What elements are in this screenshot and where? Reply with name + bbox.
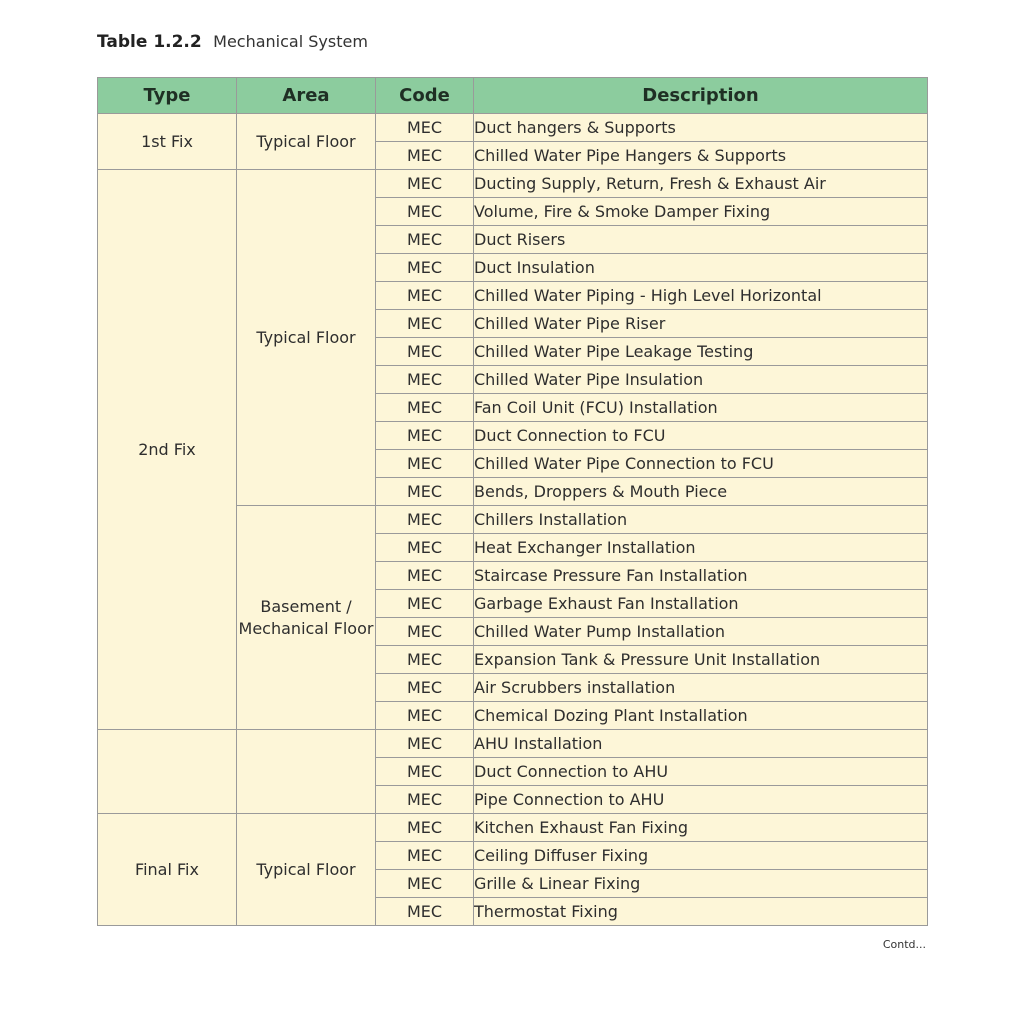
description-cell: Ducting Supply, Return, Fresh & Exhaust Air xyxy=(474,170,928,198)
code-cell: MEC xyxy=(376,618,474,646)
code-cell: MEC xyxy=(376,506,474,534)
code-cell: MEC xyxy=(376,282,474,310)
table-body xyxy=(98,114,928,926)
table-row xyxy=(98,814,928,842)
description-cell: Chemical Dozing Plant Installation xyxy=(474,702,928,730)
description-cell: Fan Coil Unit (FCU) Installation xyxy=(474,394,928,422)
mechanical-system-table xyxy=(97,77,928,926)
description-cell: Chillers Installation xyxy=(474,506,928,534)
description-cell: Pipe Connection to AHU xyxy=(474,786,928,814)
type-cell: 2nd Fix xyxy=(98,170,237,730)
description-cell: Duct Connection to AHU xyxy=(474,758,928,786)
header-code: Code xyxy=(376,78,474,114)
description-cell: Duct Risers xyxy=(474,226,928,254)
table-row xyxy=(98,114,928,142)
description-cell: Thermostat Fixing xyxy=(474,898,928,926)
code-cell: MEC xyxy=(376,730,474,758)
code-cell: MEC xyxy=(376,870,474,898)
code-cell: MEC xyxy=(376,674,474,702)
code-cell: MEC xyxy=(376,646,474,674)
code-cell: MEC xyxy=(376,254,474,282)
code-cell: MEC xyxy=(376,394,474,422)
code-cell: MEC xyxy=(376,198,474,226)
code-cell: MEC xyxy=(376,898,474,926)
header-description: Description xyxy=(474,78,928,114)
code-cell: MEC xyxy=(376,842,474,870)
description-cell: Expansion Tank & Pressure Unit Installation xyxy=(474,646,928,674)
description-cell: Duct Connection to FCU xyxy=(474,422,928,450)
header-type: Type xyxy=(98,78,237,114)
description-cell: Chilled Water Pipe Insulation xyxy=(474,366,928,394)
code-cell: MEC xyxy=(376,366,474,394)
code-cell: MEC xyxy=(376,142,474,170)
type-cell: 1st Fix xyxy=(98,114,237,170)
description-cell: Garbage Exhaust Fan Installation xyxy=(474,590,928,618)
code-cell: MEC xyxy=(376,338,474,366)
description-cell: Duct Insulation xyxy=(474,254,928,282)
description-cell: Heat Exchanger Installation xyxy=(474,534,928,562)
code-cell: MEC xyxy=(376,562,474,590)
area-cell xyxy=(237,730,376,814)
code-cell: MEC xyxy=(376,702,474,730)
table-title: Mechanical System xyxy=(213,32,368,51)
code-cell: MEC xyxy=(376,758,474,786)
type-cell: Final Fix xyxy=(98,814,237,926)
description-cell: AHU Installation xyxy=(474,730,928,758)
description-cell: Ceiling Diffuser Fixing xyxy=(474,842,928,870)
table-row xyxy=(98,730,928,758)
code-cell: MEC xyxy=(376,226,474,254)
description-cell: Staircase Pressure Fan Installation xyxy=(474,562,928,590)
description-cell: Grille & Linear Fixing xyxy=(474,870,928,898)
type-cell xyxy=(98,730,237,814)
code-cell: MEC xyxy=(376,310,474,338)
description-cell: Chilled Water Pipe Riser xyxy=(474,310,928,338)
area-cell: Typical Floor xyxy=(237,170,376,506)
code-cell: MEC xyxy=(376,478,474,506)
area-cell: Typical Floor xyxy=(237,114,376,170)
table-number: Table 1.2.2 xyxy=(97,32,202,52)
code-cell: MEC xyxy=(376,170,474,198)
description-cell: Chilled Water Pipe Connection to FCU xyxy=(474,450,928,478)
description-cell: Volume, Fire & Smoke Damper Fixing xyxy=(474,198,928,226)
description-cell: Duct hangers & Supports xyxy=(474,114,928,142)
table-row xyxy=(98,170,928,198)
code-cell: MEC xyxy=(376,450,474,478)
header-row xyxy=(98,78,928,114)
table-header xyxy=(98,78,928,114)
code-cell: MEC xyxy=(376,422,474,450)
description-cell: Chilled Water Pump Installation xyxy=(474,618,928,646)
description-cell: Kitchen Exhaust Fan Fixing xyxy=(474,814,928,842)
code-cell: MEC xyxy=(376,786,474,814)
description-cell: Chilled Water Pipe Leakage Testing xyxy=(474,338,928,366)
header-area: Area xyxy=(237,78,376,114)
description-cell: Bends, Droppers & Mouth Piece xyxy=(474,478,928,506)
continued-note: Contd... xyxy=(882,938,926,951)
description-cell: Air Scrubbers installation xyxy=(474,674,928,702)
area-cell: Typical Floor xyxy=(237,814,376,926)
code-cell: MEC xyxy=(376,814,474,842)
table-caption xyxy=(97,30,368,54)
description-cell: Chilled Water Pipe Hangers & Supports xyxy=(474,142,928,170)
code-cell: MEC xyxy=(376,590,474,618)
area-cell: Basement / Mechanical Floor xyxy=(237,506,376,730)
code-cell: MEC xyxy=(376,114,474,142)
description-cell: Chilled Water Piping - High Level Horizontal xyxy=(474,282,928,310)
code-cell: MEC xyxy=(376,534,474,562)
